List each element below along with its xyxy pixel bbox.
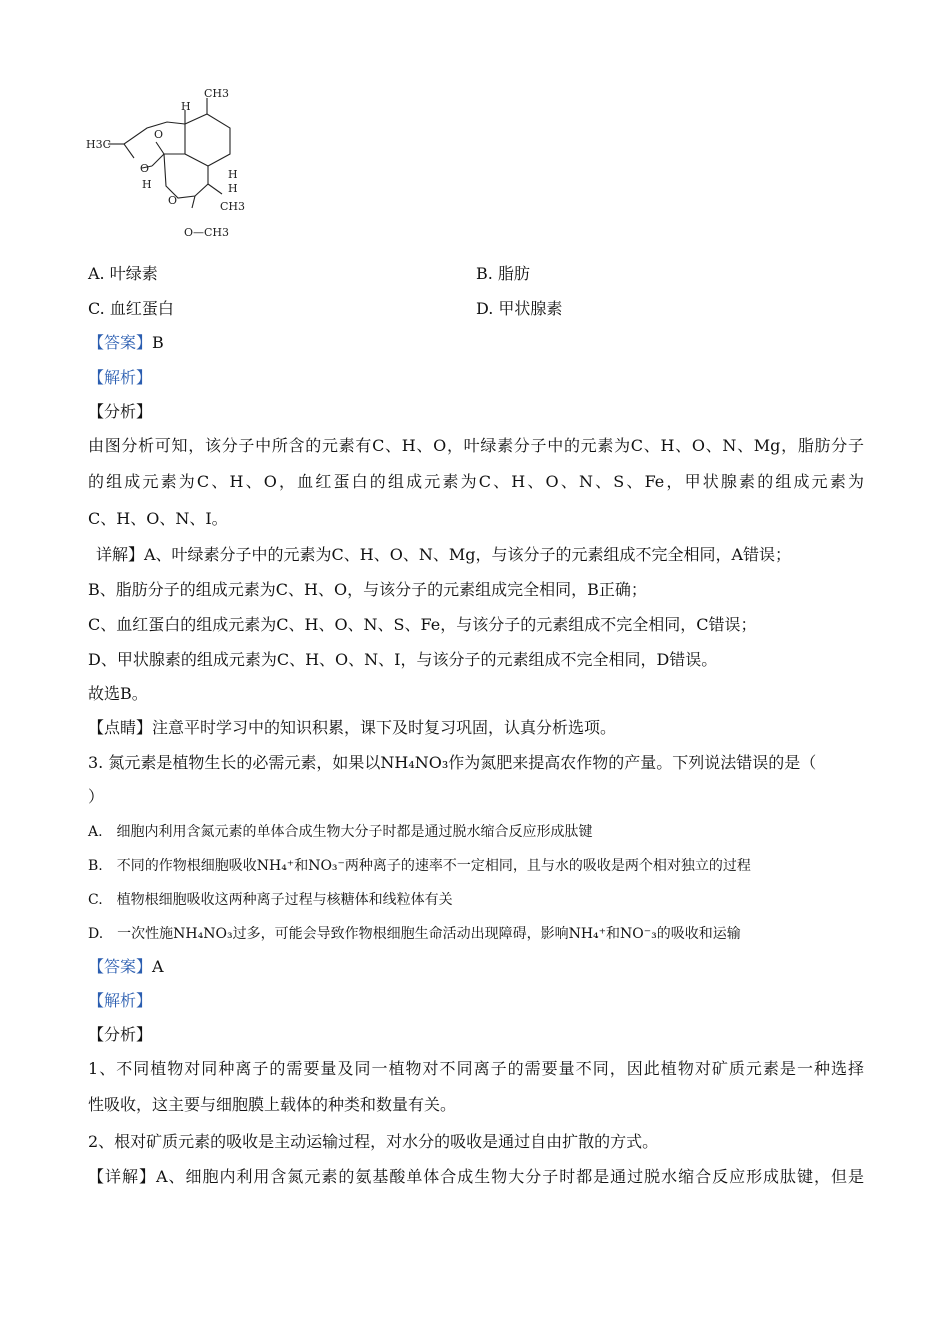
h-top-label: H [181,100,191,113]
molecule-structure-image [82,86,252,246]
q3-analysis-line-1a: 1、不同植物对同种离子的需要量及同一植物对不同离子的需要量不同，因此植物对矿质元素是一种选择 [88,1059,864,1078]
q3-fenxi-label: 【分析】 [88,1025,153,1044]
ch3-right-label: CH3 [220,200,246,213]
h-left-label: H [142,178,152,191]
h-right-1-label: H [228,168,238,181]
q2-option-b: B. 脂肪 [476,264,530,283]
q2-analysis-line-2: 的组成元素为C、H、O，血红蛋白的组成元素为C、H、O、N、S、Fe，甲状腺素的组成元素为 [88,472,864,491]
q3-option-b: B. 不同的作物根细胞吸收NH₄⁺和NO₃⁻两种离子的速率不一定相同，且与水的吸收是两个相对独立的过程 [88,858,751,874]
q2-detail-line-2: B、脂肪分子的组成元素为C、H、O，与该分子的元素组成完全相同，B正确； [88,580,647,599]
o-a-label: O [154,128,164,141]
q2-analysis-line-1: 由图分析可知，该分子中所含的元素有C、H、O，叶绿素分子中的元素为C、H、O、N、Mg，脂肪分子 [88,436,864,455]
och3-label: O—CH3 [184,226,230,239]
q2-fenxi-label: 【分析】 [88,402,153,421]
q3-option-d: D. 一次性施NH₄NO₃过多，可能会导致作物根细胞生命活动出现障碍，影响NH₄⁺和NO⁻₃的吸收和运输 [88,926,741,942]
o-ring-label: O [168,194,178,207]
q2-choose: 故选B。 [88,684,148,703]
q2-jiexi-label: 【解析】 [88,368,153,387]
q3-analysis-line-2: 2、根对矿质元素的吸收是主动运输过程，对水分的吸收是通过自由扩散的方式。 [88,1132,659,1151]
q3-option-a: A. 细胞内利用含氮元素的单体合成生物大分子时都是通过脱水缩合反应形成肽键 [88,824,593,840]
q2-option-a: A. 叶绿素 [88,264,158,283]
answer-label: 【答案】 [88,333,153,352]
q2-detail-line-3: C、血红蛋白的组成元素为C、H、O、N、S、Fe，与该分子的元素组成不完全相同，C错误； [88,615,757,634]
q3-stem-line-2: ） [88,787,105,806]
answer-value: B [152,333,164,352]
q2-option-c: C. 血红蛋白 [88,299,174,318]
q3-jiexi-label: 【解析】 [88,991,153,1010]
q3-detail-line-1: 【详解】A、细胞内利用含氮元素的氨基酸单体合成生物大分子时都是通过脱水缩合反应形成肽键，但是 [88,1167,864,1186]
h3c-left-label: H3C [86,138,112,151]
o-b-label: O [140,162,150,175]
q2-analysis-line-3: C、H、O、N、I。 [88,509,228,528]
q2-dianjing: 【点睛】注意平时学习中的知识积累，课下及时复习巩固，认真分析选项。 [88,718,617,737]
q2-detail-line-1: 详解】A、叶绿素分子中的元素为C、H、O、N、Mg，与该分子的元素组成不完全相同，A错误； [96,545,792,564]
q3-stem-line-1: 3. 氮元素是植物生长的必需元素，如果以NH₄NO₃作为氮肥来提高农作物的产量。下列说法错误的是（ [88,753,817,772]
answer-label: 【答案】 [88,957,153,976]
q2-answer [88,332,864,354]
q3-analysis-line-1b: 性吸收，这主要与细胞膜上载体的种类和数量有关。 [88,1095,457,1114]
q2-detail-line-4: D、甲状腺素的组成元素为C、H、O、N、I，与该分子的元素组成不完全相同，D错误。 [88,650,718,669]
answer-value: A [152,957,164,976]
h-right-2-label: H [228,182,238,195]
q2-option-d: D. 甲状腺素 [476,299,563,318]
q3-answer [88,956,864,978]
q3-option-c: C. 植物根细胞吸收这两种离子过程与核糖体和线粒体有关 [88,892,453,908]
ch3-top-label: CH3 [204,87,230,100]
